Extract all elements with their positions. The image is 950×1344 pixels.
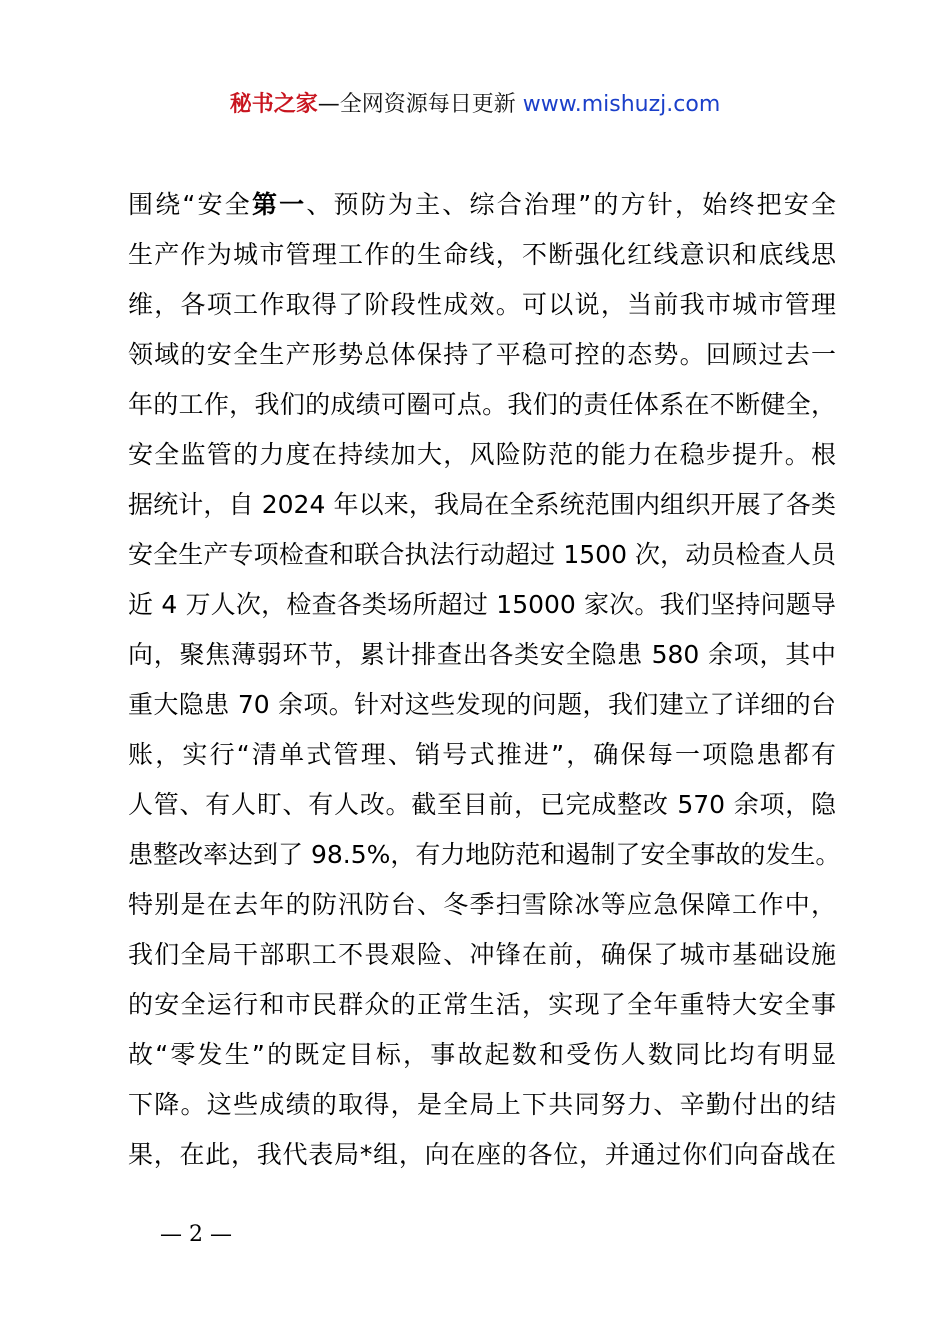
site-header: [0, 86, 950, 123]
line-1-start: 围绕“安全: [128, 190, 252, 219]
paragraph-line-19: 下降。这些成绩的取得，是全局上下共同努力、辛勤付出的结: [128, 1090, 836, 1119]
paragraph-line-7: 据统计，自 2024 年以来，我局在全系统范围内组织开展了各类: [128, 490, 836, 519]
paragraph-line-9: 近 4 万人次，检查各类场所超过 15000 家次。我们坚持问题导: [128, 590, 836, 619]
paragraph-line-4: 领域的安全生产形势总体保持了平稳可控的态势。回顾过去一: [128, 340, 836, 369]
paragraph-line-12: 账，实行“清单式管理、销号式推进”，确保每一项隐患都有: [128, 740, 836, 769]
paragraph-line-10: 向，聚焦薄弱环节，累计排查出各类安全隐患 580 余项，其中: [128, 640, 836, 669]
paragraph-line-18: 故“零发生”的既定目标，事故起数和受伤人数同比均有明显: [128, 1040, 836, 1069]
paragraph-line-1: [128, 180, 836, 230]
paragraph-line-14: 患整改率达到了 98.5%，有力地防范和遏制了安全事故的发生。: [128, 840, 841, 869]
page-number: — 2 —: [160, 1222, 232, 1247]
paragraph-line-11: 重大隐患 70 余项。针对这些发现的问题，我们建立了详细的台: [128, 690, 836, 719]
paragraph-line-20: 果，在此，我代表局*组，向在座的各位，并通过你们向奋战在: [128, 1140, 836, 1169]
paragraph-line-16: 我们全局干部职工不畏艰险、冲锋在前，确保了城市基础设施: [128, 940, 836, 969]
document-body: [128, 180, 841, 1180]
paragraph-line-5: 年的工作，我们的成绩可圈可点。我们的责任体系在不断健全，: [128, 390, 836, 419]
brand-name: 秘书之家: [229, 92, 318, 117]
paragraph-line-2: 生产作为城市管理工作的生命线，不断强化红线意识和底线思: [128, 240, 836, 269]
paragraph-line-17: 的安全运行和市民群众的正常生活，实现了全年重特大安全事: [128, 990, 836, 1019]
paragraph-line-8: 安全生产专项检查和联合执法行动超过 1500 次，动员检查人员: [128, 540, 836, 569]
line-1-bold: 第一: [251, 190, 307, 219]
site-url-link[interactable]: www.mishuzj.com: [515, 92, 721, 117]
paragraph-line-6: 安全监管的力度在持续加大，风险防范的能力在稳步提升。根: [128, 440, 836, 469]
paragraph-line-15: 特别是在去年的防汛防台、冬季扫雪除冰等应急保障工作中，: [128, 890, 836, 919]
line-1-end: 、预防为主、综合治理”的方针，始终把安全: [306, 190, 836, 219]
paragraph-line-13: 人管、有人盯、有人改。截至目前，已完成整改 570 余项，隐: [128, 790, 836, 819]
header-tagline: —全网资源每日更新: [317, 92, 516, 117]
paragraph-line-3: 维，各项工作取得了阶段性成效。可以说，当前我市城市管理: [128, 290, 836, 319]
